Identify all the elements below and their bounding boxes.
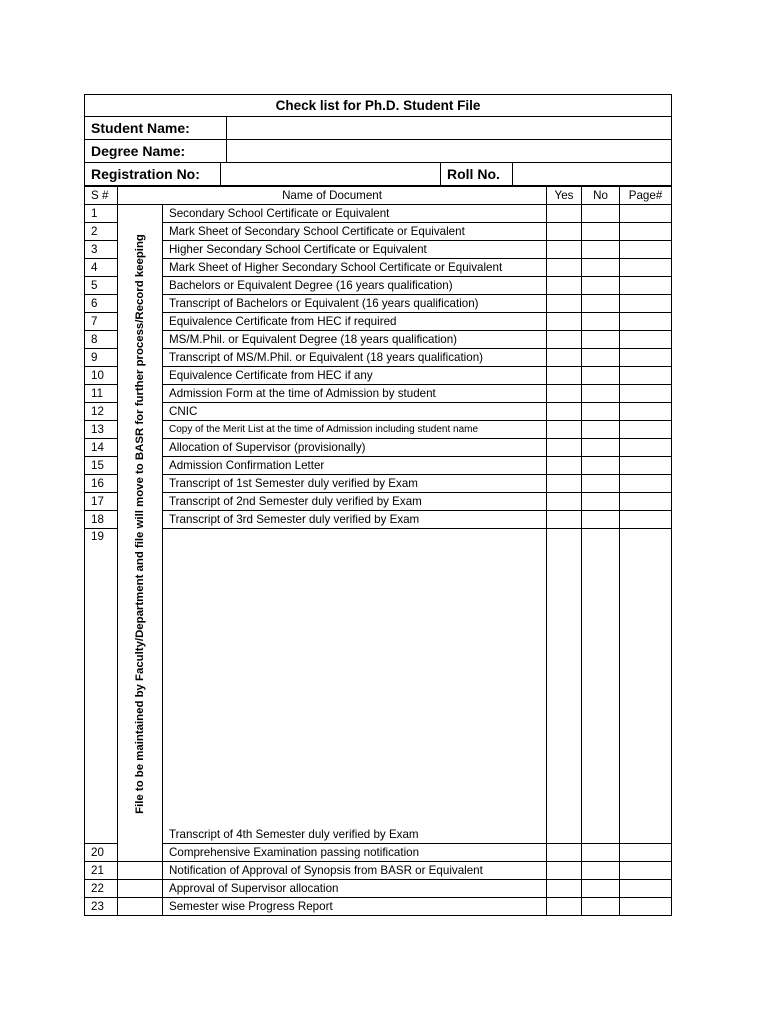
page-cell[interactable] xyxy=(620,844,672,862)
table-row xyxy=(85,331,672,349)
row-number: 9 xyxy=(85,349,118,367)
page-cell[interactable] xyxy=(620,349,672,367)
page-cell[interactable] xyxy=(620,493,672,511)
table-row xyxy=(85,493,672,511)
table-row xyxy=(85,223,672,241)
yes-cell[interactable] xyxy=(547,880,582,898)
table-row xyxy=(85,862,672,880)
table-row xyxy=(85,259,672,277)
no-cell[interactable] xyxy=(582,529,620,844)
table-row xyxy=(85,403,672,421)
no-cell[interactable] xyxy=(582,898,620,916)
empty-side-cell xyxy=(118,862,163,880)
yes-cell[interactable] xyxy=(547,277,582,295)
document-name: Copy of the Merit List at the time of Admission including student name xyxy=(163,421,547,439)
page-cell[interactable] xyxy=(620,223,672,241)
empty-side-cell xyxy=(118,898,163,916)
no-cell[interactable] xyxy=(582,511,620,529)
row-number: 23 xyxy=(85,898,118,916)
page-cell[interactable] xyxy=(620,511,672,529)
page-cell[interactable] xyxy=(620,205,672,223)
page-cell[interactable] xyxy=(620,403,672,421)
yes-cell[interactable] xyxy=(547,529,582,844)
document-name: MS/M.Phil. or Equivalent Degree (18 years qualification) xyxy=(163,331,547,349)
row-number: 15 xyxy=(85,457,118,475)
document-name: Allocation of Supervisor (provisionally) xyxy=(163,439,547,457)
yes-cell[interactable] xyxy=(547,367,582,385)
yes-cell[interactable] xyxy=(547,331,582,349)
row-number: 19 xyxy=(85,529,118,844)
page-cell[interactable] xyxy=(620,277,672,295)
page-cell[interactable] xyxy=(620,529,672,844)
row-number: 5 xyxy=(85,277,118,295)
header-table xyxy=(84,94,672,186)
document-name: Secondary School Certificate or Equivalent xyxy=(163,205,547,223)
row-number: 18 xyxy=(85,511,118,529)
document-name: Equivalence Certificate from HEC if any xyxy=(163,367,547,385)
yes-cell[interactable] xyxy=(547,349,582,367)
no-cell[interactable] xyxy=(582,349,620,367)
page-title: Check list for Ph.D. Student File xyxy=(85,95,672,117)
yes-cell[interactable] xyxy=(547,241,582,259)
degree-name-label: Degree Name: xyxy=(85,140,227,163)
document-name: Bachelors or Equivalent Degree (16 years qualification) xyxy=(163,277,547,295)
empty-side-cell xyxy=(118,844,163,862)
vertical-note-cell xyxy=(118,205,163,844)
table-row xyxy=(85,844,672,862)
document-name: Notification of Approval of Synopsis from BASR or Equivalent xyxy=(163,862,547,880)
degree-name-field[interactable] xyxy=(227,140,672,163)
row-number: 7 xyxy=(85,313,118,331)
yes-cell[interactable] xyxy=(547,439,582,457)
table-header-row xyxy=(85,187,672,205)
yes-cell[interactable] xyxy=(547,403,582,421)
yes-cell[interactable] xyxy=(547,223,582,241)
row-number: 10 xyxy=(85,367,118,385)
document-name: Admission Form at the time of Admission by student xyxy=(163,385,547,403)
no-cell[interactable] xyxy=(582,493,620,511)
page-cell[interactable] xyxy=(620,898,672,916)
column-header-yes: Yes xyxy=(547,187,582,205)
yes-cell[interactable] xyxy=(547,205,582,223)
no-cell[interactable] xyxy=(582,313,620,331)
document-name: Equivalence Certificate from HEC if required xyxy=(163,313,547,331)
table-row xyxy=(85,277,672,295)
document-name: Mark Sheet of Higher Secondary School Certificate or Equivalent xyxy=(163,259,547,277)
row-number: 3 xyxy=(85,241,118,259)
row-number: 8 xyxy=(85,331,118,349)
row-number: 21 xyxy=(85,862,118,880)
page-cell[interactable] xyxy=(620,862,672,880)
yes-cell[interactable] xyxy=(547,385,582,403)
table-row xyxy=(85,313,672,331)
yes-cell[interactable] xyxy=(547,421,582,439)
row-number: 1 xyxy=(85,205,118,223)
documents-table xyxy=(84,186,672,916)
yes-cell[interactable] xyxy=(547,259,582,277)
document-name: Transcript of MS/M.Phil. or Equivalent (18 years qualification) xyxy=(163,349,547,367)
documents-body xyxy=(85,205,672,916)
yes-cell[interactable] xyxy=(547,313,582,331)
document-name: Comprehensive Examination passing notification xyxy=(163,844,547,862)
table-row xyxy=(85,385,672,403)
registration-label: Registration No: xyxy=(85,163,221,186)
page-cell[interactable] xyxy=(620,880,672,898)
page-cell[interactable] xyxy=(620,439,672,457)
row-number: 16 xyxy=(85,475,118,493)
table-row xyxy=(85,457,672,475)
student-name-label: Student Name: xyxy=(85,117,227,140)
no-cell[interactable] xyxy=(582,223,620,241)
yes-cell[interactable] xyxy=(547,493,582,511)
document-name: Transcript of 4th Semester duly verified by Exam xyxy=(163,529,547,844)
page-cell[interactable] xyxy=(620,385,672,403)
row-number: 14 xyxy=(85,439,118,457)
no-cell[interactable] xyxy=(582,475,620,493)
no-cell[interactable] xyxy=(582,862,620,880)
no-cell[interactable] xyxy=(582,241,620,259)
row-number: 2 xyxy=(85,223,118,241)
row-number: 12 xyxy=(85,403,118,421)
no-cell[interactable] xyxy=(582,403,620,421)
student-name-field[interactable] xyxy=(227,117,672,140)
row-number: 17 xyxy=(85,493,118,511)
no-cell[interactable] xyxy=(582,259,620,277)
table-row xyxy=(85,295,672,313)
table-row xyxy=(85,898,672,916)
column-header-document: Name of Document xyxy=(118,187,547,205)
no-cell[interactable] xyxy=(582,205,620,223)
document-name: Transcript of 2nd Semester duly verified by Exam xyxy=(163,493,547,511)
table-row xyxy=(85,880,672,898)
yes-cell[interactable] xyxy=(547,457,582,475)
no-cell[interactable] xyxy=(582,880,620,898)
page-cell[interactable] xyxy=(620,421,672,439)
yes-cell[interactable] xyxy=(547,295,582,313)
row-number: 13 xyxy=(85,421,118,439)
row-number: 20 xyxy=(85,844,118,862)
no-cell[interactable] xyxy=(582,295,620,313)
column-header-sno: S # xyxy=(85,187,118,205)
document-name: Admission Confirmation Letter xyxy=(163,457,547,475)
document-name: Higher Secondary School Certificate or Equivalent xyxy=(163,241,547,259)
page-cell[interactable] xyxy=(620,259,672,277)
table-row xyxy=(85,241,672,259)
no-cell[interactable] xyxy=(582,367,620,385)
table-row xyxy=(85,529,672,844)
yes-cell[interactable] xyxy=(547,511,582,529)
registration-field[interactable] xyxy=(221,163,441,186)
page-cell[interactable] xyxy=(620,295,672,313)
empty-side-cell xyxy=(118,880,163,898)
yes-cell[interactable] xyxy=(547,475,582,493)
page-cell[interactable] xyxy=(620,331,672,349)
row-number: 11 xyxy=(85,385,118,403)
page-cell[interactable] xyxy=(620,475,672,493)
table-row xyxy=(85,367,672,385)
document-name: Approval of Supervisor allocation xyxy=(163,880,547,898)
page-cell[interactable] xyxy=(620,457,672,475)
no-cell[interactable] xyxy=(582,385,620,403)
document-name: Transcript of Bachelors or Equivalent (16 years qualification) xyxy=(163,295,547,313)
table-row xyxy=(85,511,672,529)
column-header-no: No xyxy=(582,187,620,205)
no-cell[interactable] xyxy=(582,331,620,349)
table-row xyxy=(85,439,672,457)
document-name: CNIC xyxy=(163,403,547,421)
yes-cell[interactable] xyxy=(547,862,582,880)
no-cell[interactable] xyxy=(582,421,620,439)
row-number: 6 xyxy=(85,295,118,313)
page-cell[interactable] xyxy=(620,313,672,331)
yes-cell[interactable] xyxy=(547,844,582,862)
document-name: Transcript of 3rd Semester duly verified by Exam xyxy=(163,511,547,529)
roll-no-label: Roll No. xyxy=(441,163,513,186)
page-cell[interactable] xyxy=(620,241,672,259)
no-cell[interactable] xyxy=(582,439,620,457)
checklist-sheet xyxy=(84,94,671,916)
document-name: Mark Sheet of Secondary School Certificate or Equivalent xyxy=(163,223,547,241)
vertical-note: File to be maintained by Faculty/Department and file will move to BASR for further process/Record keeping xyxy=(134,234,146,815)
no-cell[interactable] xyxy=(582,277,620,295)
table-row xyxy=(85,349,672,367)
table-row xyxy=(85,205,672,223)
table-row xyxy=(85,421,672,439)
row-number: 4 xyxy=(85,259,118,277)
yes-cell[interactable] xyxy=(547,898,582,916)
no-cell[interactable] xyxy=(582,844,620,862)
roll-no-field[interactable] xyxy=(513,163,672,186)
table-row xyxy=(85,475,672,493)
document-name: Transcript of 1st Semester duly verified by Exam xyxy=(163,475,547,493)
document-name: Semester wise Progress Report xyxy=(163,898,547,916)
column-header-page: Page# xyxy=(620,187,672,205)
no-cell[interactable] xyxy=(582,457,620,475)
page-cell[interactable] xyxy=(620,367,672,385)
row-number: 22 xyxy=(85,880,118,898)
